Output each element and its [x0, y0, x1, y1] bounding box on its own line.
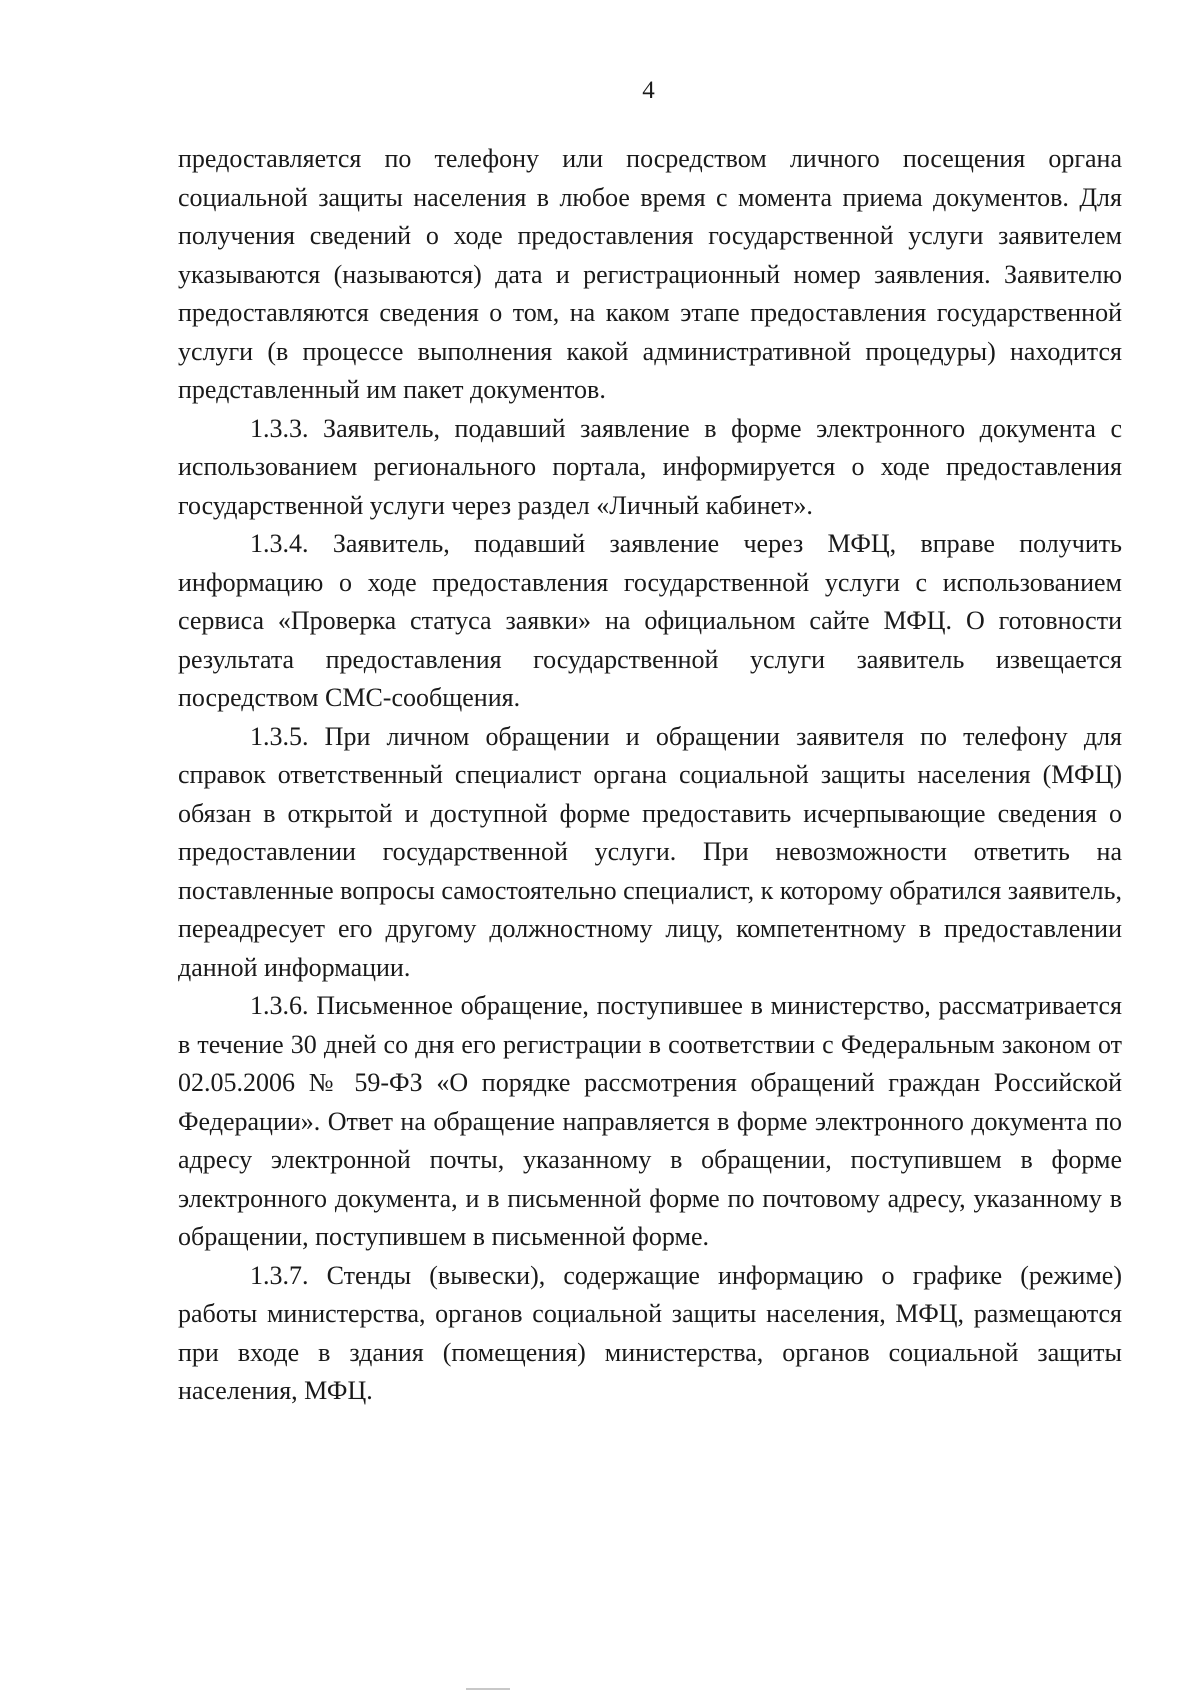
page-number: 4	[642, 77, 655, 104]
scan-artifact	[466, 1688, 510, 1690]
paragraph-1-3-7: 1.3.7. Стенды (вывески), содержащие информацию о графике (режиме) работы министерства, органов социальной защиты населения, МФЦ, размещаются при входе в здания (помещения) министерства, органов социальной защиты населения, МФЦ.	[178, 1260, 1122, 1405]
paragraph-1-3-4: 1.3.4. Заявитель, подавший заявление через МФЦ, вправе получить информацию о ходе предоставления государственной услуги с использованием сервиса «Проверка статуса заявки» на официальном сайте МФЦ. О готовности результата предоставления государственной услуги заявитель извещается посредством СМС-сообщения.	[178, 529, 1122, 712]
paragraph-1-3-3: 1.3.3. Заявитель, подавший заявление в форме электронного документа с использованием регионального портала, информируется о ходе предоставления государственной услуги через раздел «Личный кабинет».	[178, 413, 1122, 520]
paragraph-1-3-5: 1.3.5. При личном обращении и обращении заявителя по телефону для справок ответственный специалист органа социальной защиты населения (МФЦ) обязан в открытой и доступной форме предоставить исчерпывающие сведения о предоставлении государственной услуги. При невозможности ответить на поставленные вопросы самостоятельно специалист, к которому обратился заявитель, переадресует его другому должностному лицу, компетентному в предоставлении данной информации.	[178, 721, 1122, 982]
paragraph-continuation: предоставляется по телефону или посредством личного посещения органа социальной защиты населения в любое время с момента приема документов. Для получения сведений о ходе предоставления государственной услуги заявителем указываются (называются) дата и регистрационный номер заявления. Заявителю предоставляются сведения о том, на каком этапе предоставления государственной услуги (в процессе выполнения какой административной процедуры) находится представленный им пакет документов.	[178, 144, 1122, 404]
paragraph-1-3-6: 1.3.6. Письменное обращение, поступившее в министерство, рассматривается в течение 30 дней со дня его регистрации в соответствии с Федеральным законом от 02.05.2006 № 59-ФЗ «О порядке рассмотрения обращений граждан Российской Федерации». Ответ на обращение направляется в форме электронного документа по адресу электронной почты, указанному в обращении, поступившем в форме электронного документа, и в письменной форме по почтовому адресу, указанному в обращении, поступившем в письменной форме.	[178, 991, 1122, 1251]
document-body	[178, 140, 1122, 1411]
